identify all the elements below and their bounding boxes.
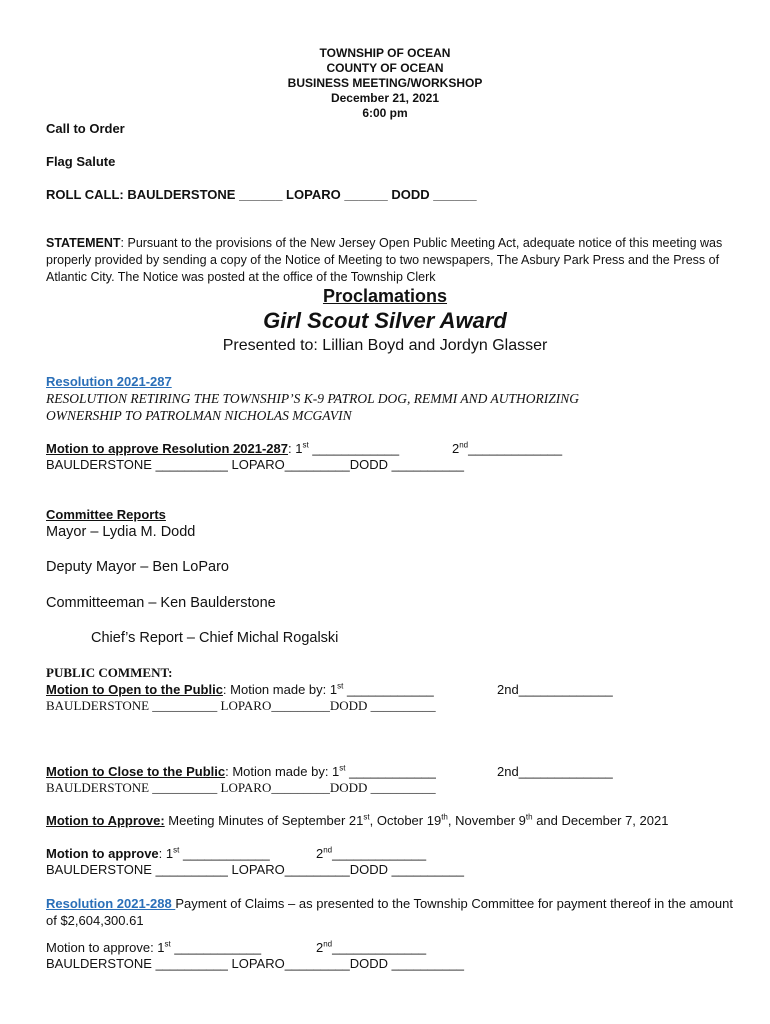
header-township: TOWNSHIP OF OCEAN: [319, 46, 451, 60]
motion-287-second: [452, 441, 562, 456]
committee-chiefs-report: Chief’s Report – Chief Michal Rogalski: [91, 630, 339, 646]
motion-287-first-sup: st: [302, 440, 309, 450]
motion-open-first-blank: ____________: [343, 682, 434, 697]
vote-line-open: BAULDERSTONE __________ LOPARO_________DODD __________: [46, 698, 436, 713]
motion-288-second: [316, 940, 426, 955]
resolution-288-link[interactable]: Resolution 2021-288: [46, 896, 176, 911]
header-date: December 21, 2021: [330, 91, 440, 105]
motion-approve-1-label: Motion to approve: [46, 846, 159, 861]
motion-open-made-by: : Motion made by: 1: [222, 682, 338, 697]
motion-288-second-blank: _____________: [332, 940, 427, 955]
approve-minutes-text2: , October 19: [369, 813, 442, 828]
motion-close-first-blank: ____________: [345, 764, 436, 779]
motion-open-label: Motion to Open to the Public: [46, 682, 223, 697]
award-presented-to: Presented to: Lillian Boyd and Jordyn Glasser: [222, 337, 548, 354]
public-comment-heading: PUBLIC COMMENT:: [46, 665, 173, 680]
approve-minutes-text1: Meeting Minutes of September 21: [164, 813, 364, 828]
committee-deputy-mayor: Deputy Mayor – Ben LoParo: [46, 559, 229, 575]
vote-line-287: BAULDERSTONE __________ LOPARO_________DODD __________: [46, 457, 464, 472]
motion-approve-1-first-blank: ____________: [179, 846, 270, 861]
motion-approve-1-second-prefix: 2: [316, 846, 324, 861]
motion-close-sup: st: [339, 763, 346, 773]
vote-line-approve-1: BAULDERSTONE __________ LOPARO_________DODD __________: [46, 862, 464, 877]
committee-committeeman: Committeeman – Ken Baulderstone: [46, 595, 276, 611]
motion-close-public: [46, 764, 436, 779]
motion-287-first: : 1: [288, 441, 303, 456]
flag-salute: Flag Salute: [46, 154, 116, 169]
statement-text: : Pursuant to the provisions of the New Jersey Open Public Meeting Act, adequate notice of this meeting was properly provided by sending a copy of the Notice of Meeting to two newspapers, The Asbury Park Press and the Press of Atlantic City. The Notice was posted at the office of the Township Clerk: [46, 236, 723, 284]
header-time: 6:00 pm: [362, 106, 408, 120]
vote-line-288: BAULDERSTONE __________ LOPARO_________DODD __________: [46, 956, 464, 971]
motion-288-label: Motion to approve: 1: [46, 940, 165, 955]
motion-open-public: [46, 682, 434, 697]
approve-minutes-text4: and December 7, 2021: [532, 813, 669, 828]
motion-approve-288: [46, 940, 261, 955]
header-meeting-type: BUSINESS MEETING/WORKSHOP: [287, 76, 483, 90]
approve-minutes-sup1: st: [363, 812, 370, 822]
resolution-288-paragraph: [46, 895, 736, 929]
motion-288-first-blank: ____________: [170, 940, 262, 955]
resolution-287-link[interactable]: Resolution 2021-287: [46, 374, 172, 389]
motion-close-made-by: : Motion made by: 1: [225, 764, 340, 779]
motion-open-second: 2nd_____________: [497, 682, 613, 697]
vote-line-close: BAULDERSTONE __________ LOPARO_________DODD __________: [46, 780, 436, 795]
motion-close-second: 2nd_____________: [497, 764, 613, 779]
call-to-order: Call to Order: [46, 121, 125, 136]
motion-288-second-prefix: 2: [316, 940, 324, 955]
motion-approve-1-sup: st: [173, 845, 180, 855]
motion-287-first-blank: ____________: [308, 441, 400, 456]
resolution-287-title-line1: RESOLUTION RETIRING THE TOWNSHIP’S K-9 PATROL DOG, REMMI AND AUTHORIZING: [46, 391, 580, 406]
resolution-287-title-line2: OWNERSHIP TO PATROLMAN NICHOLAS MCGAVIN: [46, 408, 352, 423]
motion-288-sup: st: [164, 939, 171, 949]
motion-287-second-prefix: 2: [452, 441, 460, 456]
motion-close-label: Motion to Close to the Public: [46, 764, 226, 779]
resolution-288-text: Payment of Claims – as presented to the Township Committee for payment thereof in the amount of $2,604,300.61: [46, 896, 733, 928]
motion-approve-1-second: [316, 846, 426, 861]
award-title: Girl Scout Silver Award: [263, 308, 507, 333]
motion-approve-1: [46, 846, 270, 861]
motion-287-second-sup: nd: [459, 440, 469, 450]
header-county: COUNTY OF OCEAN: [326, 61, 444, 75]
approve-minutes-text3: , November 9: [447, 813, 526, 828]
motion-approve-1-second-blank: _____________: [332, 846, 427, 861]
motion-approve-1-first: : 1: [158, 846, 174, 861]
approve-minutes-label: Motion to Approve:: [46, 813, 165, 828]
motion-resolution-287: [46, 441, 399, 456]
motion-approve-minutes: [46, 813, 668, 828]
approve-minutes-sup3: th: [525, 812, 533, 822]
motion-open-sup: st: [337, 681, 344, 691]
approve-minutes-sup2: th: [441, 812, 448, 822]
committee-mayor: Mayor – Lydia M. Dodd: [46, 524, 196, 540]
proclamations-heading: Proclamations: [322, 286, 448, 306]
committee-reports-heading: Committee Reports: [46, 507, 166, 522]
motion-approve-1-second-sup: nd: [323, 845, 333, 855]
roll-call: ROLL CALL: BAULDERSTONE ______ LOPARO ______ DODD ______: [46, 187, 477, 202]
motion-287-second-blank: _____________: [468, 441, 563, 456]
motion-288-second-sup: nd: [323, 939, 333, 949]
statement-label: STATEMENT: [46, 236, 121, 250]
statement-paragraph: [46, 235, 736, 286]
motion-287-label: Motion to approve Resolution 2021-287: [46, 441, 288, 456]
